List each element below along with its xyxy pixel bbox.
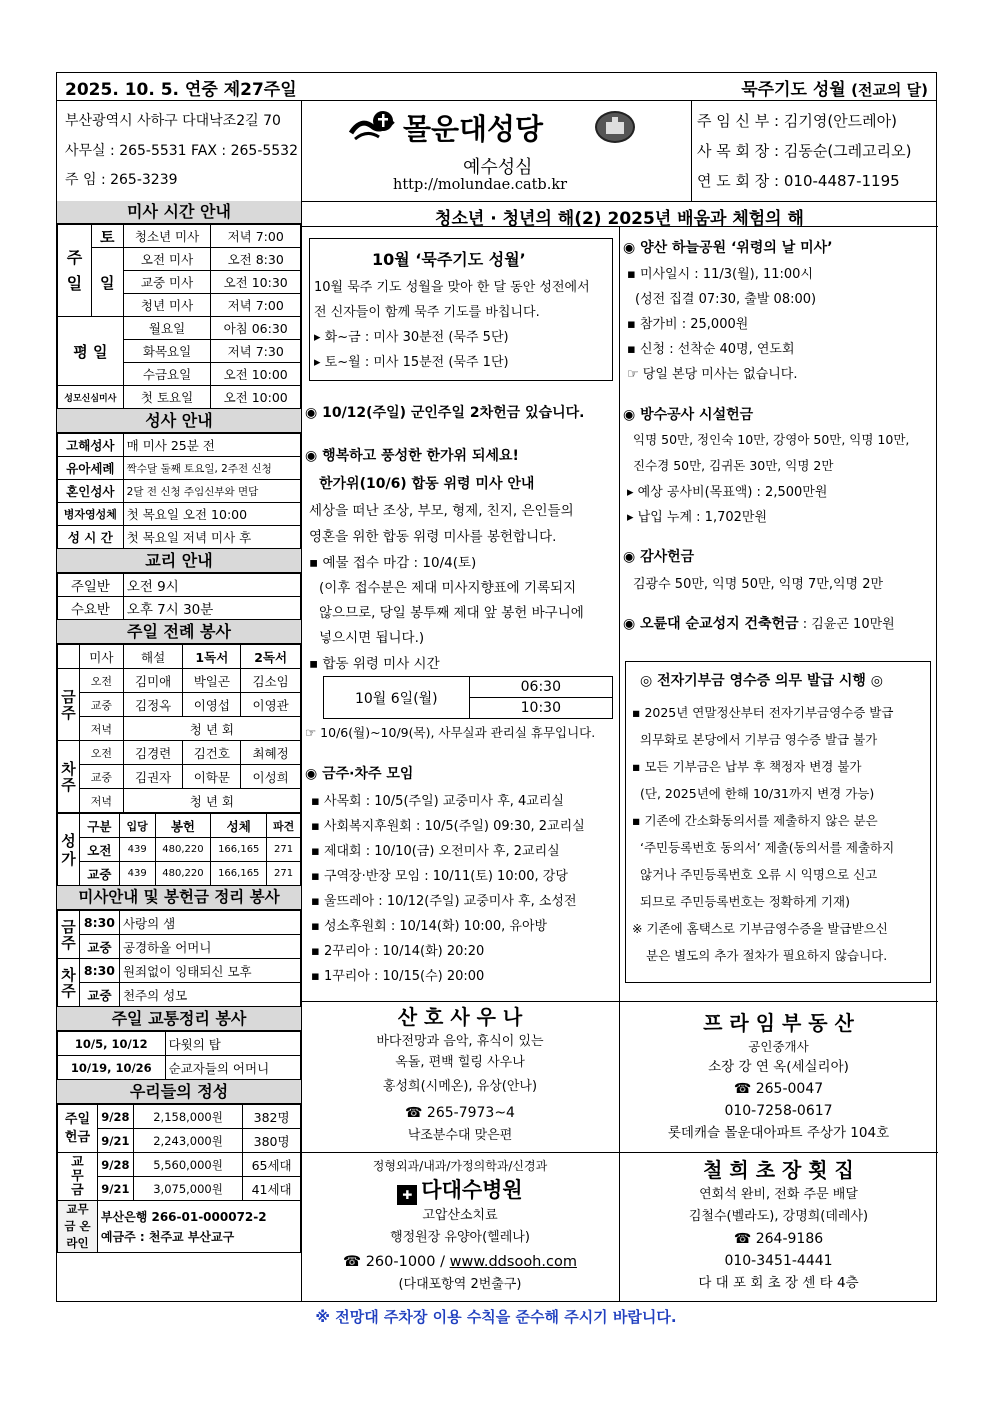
- mass-times-table: 주일 토 청소년 미사 저녁 7:00 일 오전 미사 오전 8:30 교중 미사 오전 10:30 청년 미사 저녁 7:00 평 일 월요일 아침 06:30 화목요일 저녁 7:30 수금요일 오전 10:00 성모신심미사 첫 토요일 오전 10:00: [57, 224, 301, 409]
- chuseok-subtitle: 한가위(10/6) 합동 위령 미사 안내: [319, 476, 535, 492]
- bulletin-date: 2025. 10. 5. 연중 제27주일: [65, 80, 297, 100]
- offering-title: 우리들의 정성: [57, 1080, 301, 1104]
- sauna-ad: 산 호 사 우 나 바다전망과 음악, 휴식이 있는 옥돌, 편백 힐링 사우나 홍성희(시메온), 유상(안나) ☎ 265-7973~4 낙조분수대 맞은편: [376, 1005, 544, 1143]
- traffic-title: 주일 교통정리 봉사: [57, 1007, 301, 1031]
- bank-account: 부산은행 266-01-000072-2 예금주 : 천주교 부산교구: [97, 1201, 300, 1253]
- chuseok-title: ◉ 행복하고 풍성한 한가위 되세요!: [305, 448, 519, 464]
- hospital-logo-icon: ✚: [397, 1185, 417, 1205]
- meeting-item: ▪ 제대회 : 10/10(금) 오전미사 후, 2교리실: [311, 844, 560, 859]
- offering-deadline: ▪ 예물 접수 마감 : 10/4(토): [309, 555, 477, 571]
- hospital-website-link[interactable]: www.ddsooh.com: [449, 1254, 577, 1270]
- realty-ad: 프 라 임 부 동 산 공인중개사 소장 강 연 옥(세실리아) ☎ 265-0047 010-7258-0617 롯데캐슬 몰운대아파트 주상가 104호: [667, 1011, 890, 1141]
- liturgy-table: 미사 해설 1독서 2독서 금주 오전 김미애 박일곤 김소임 교중 김정옥 이영섭 이영관 저녁 청 년 회 차주 오전 김경련 김건호 최혜정 교중 김권자 이학문 이성희 저녁 청 년 회: [57, 644, 301, 813]
- sunday-label: 주일: [58, 225, 92, 317]
- staff-prayer-lead: 연 도 회 장 : 010-4487-1195: [697, 172, 900, 190]
- traffic-table: 10/5, 10/12 다윗의 탑 10/19, 10/26 순교자들의 어머니: [57, 1031, 301, 1080]
- e-receipt-title: ◎ 전자기부금 영수증 의무 발급 시행 ◎: [640, 673, 884, 689]
- hospital-ad: 정형외과/내과/가정의학과/신경과 ✚ 다대수병원 고압산소치료 행정원장 유양아(헬레나) ☎ 260-1000 / www.ddsooh.com (다대포항역 2번출구): [343, 1159, 577, 1292]
- church-name: 몰운대성당: [403, 112, 544, 146]
- church-url[interactable]: http://molundae.catb.kr: [393, 177, 568, 193]
- triangle-bullet-icon: ▸: [314, 355, 325, 370]
- liturgy-title: 주일 전례 봉사: [57, 620, 301, 644]
- month-theme: [741, 75, 928, 100]
- sunday-day-label: 일: [91, 248, 123, 317]
- saturday-label: 토: [91, 225, 123, 248]
- triangle-bullet-icon: ▸: [314, 330, 325, 345]
- restaurant-ad: 철 희 초 장 횟 집 연회석 완비, 전화 주문 배달 김철수(벨라도), 강명희(데레사) ☎ 264-9186 010-3451-4441 다 대 포 회 초 장 센 타 4층: [688, 1158, 869, 1291]
- waterproofing-title: ◉ 방수공사 시설헌금: [623, 407, 754, 423]
- sacrament-table: 고해성사 매 미사 25분 전 유아세례 짝수달 둘째 토요일, 2주전 신청 혼인성사 2달 전 신청 주임신부와 면담 병자영성체 첫 목요일 오전 10:00 성 시 간 첫 목요일 저녁 미사 후: [57, 433, 301, 549]
- year-theme-title: 청소년 · 청년의 해(2) 2025년 배움과 체험의 해: [435, 209, 804, 229]
- footer-notice: ※ 전망대 주차장 이용 수칙을 준수해 주시기 바랍니다.: [315, 1308, 677, 1326]
- meeting-item: ▪ 구역장·반장 모임 : 10/11(토) 10:00, 강당: [311, 869, 568, 884]
- meeting-item: ▪ 성소후원회 : 10/14(화) 10:00, 유아방: [311, 919, 548, 934]
- memorial-mass-table: 10월 6일(월) 06:30 10:30: [323, 676, 613, 719]
- catechism-title: 교리 안내: [57, 549, 301, 573]
- sacrament-title: 성사 안내: [57, 409, 301, 433]
- catechism-table: 주일반 오전 9시 수요반 오후 7시 30분: [57, 573, 301, 620]
- church-subtitle: 예수성심: [463, 157, 533, 178]
- rosary-box: 10월 ‘묵주기도 성월’ 10월 묵주 기도 성월을 맞아 한 달 동안 성전에서 전 신자들이 함께 묵주 기도를 바칩니다. ▸ 화~금 : 미사 30분전 (묵주 5단) ▸ 토~월 : 미사 15분전 (묵주 1단): [309, 238, 613, 381]
- office-closed-notice: ☞ 10/6(월)~10/9(목), 사무실과 관리실 휴무입니다.: [305, 725, 596, 740]
- martyr-shrine-offering: ◉ 오륜대 순교성지 건축헌금 : 김윤곤 10만원: [623, 616, 895, 632]
- rosary-title: 10월 ‘묵주기도 성월’: [372, 250, 526, 269]
- staff-president: 사 목 회 장 : 김동순(그레고리오): [697, 142, 912, 160]
- staff-priest: 주 임 신 부 : 김기영(안드레아): [697, 112, 897, 130]
- staff-list: [697, 106, 911, 196]
- mass-times-title: 미사 시간 안내: [57, 201, 301, 224]
- weekday-label: 평 일: [58, 317, 124, 386]
- meeting-item: ▪ 사목회 : 10/5(주일) 교중미사 후, 4교리실: [311, 794, 564, 809]
- meetings-title: ◉ 금주·차주 모임: [305, 766, 414, 782]
- military-sunday-notice: ◉ 10/12(주일) 군인주일 2차헌금 있습니다.: [305, 405, 585, 421]
- month-theme-sub: (전교의 달): [851, 81, 928, 99]
- church-address: 부산광역시 사하구 다대낙조2길 70: [65, 113, 281, 129]
- office-phone: 사무실 : 265-5531 FAX : 265-5532: [65, 143, 298, 159]
- rosary-weekend: ▸ 토~월 : 미사 15분전 (묵주 1단): [314, 355, 509, 370]
- e-receipt-box: ◎ 전자기부금 영수증 의무 발급 시행 ◎ ▪ 2025년 연말정산부터 전자기부금영수증 발급 의무화로 본당에서 기부금 영수증 발급 불가 ▪ 모든 기부금은 납부 후 책정자 변경 불가 (단, 2025년에 한해 10/31까지 변경 가능) ▪ 기존에 간소화동의서를 제출하지 않은 분은 ‘주민등록번호 동의서’ 제출(동의서를 제출하지 않거나 주민등록번호 오류 시 익명으로 신고 되므로 주민등록번호는 정확하게 기재) ※ 기존에 홈택스로 기부금영수증을 발급받으신 분은 별도의 추가 절차가 필요하지 않습니다.: [625, 661, 931, 983]
- cleanup-title: 미사안내 및 봉헌금 정리 봉사: [57, 886, 301, 910]
- bulletin-page: 2025. 10. 5. 연중 제27주일 묵주기도 성월 (전교의 달) 부산광역시 사하구 다대낙조2길 70 사무실 : 265-5531 FAX : 265-5532 주 임 : 265-3239 몰운대성당 예수성심 http://molundae.catb.kr 주 임 신 부 : 김기영(안드레아) 사 목 회 장 : 김동순(그레고리오) 연 도 회 장 : 010-4487-1195 미사 시간 안내 주일 토 청소년 미사 저녁 7:00 일 오전 미사 오전 8:30 교중 미사 오전 10:30 청년 미사 저녁 7:00 평 일 월요일 아침 06:30 화목요일 저녁 7:30 수금요일 오전 10:00 성모신심미사 첫 토요일 오전 10:00 성사 안내 고해성사 매 미사 25분 전 유아세례 짝수달 둘째 토요일, 2주전 신청 혼인성사 2달 전 신청 주임신부와 면담 병자영성체 첫 목요일 오전 10:00 성 시 간 첫 목요일 저녁 미사 후 교리 안내 주일반 오전 9시 수요반 오후 7시 30분 주일 전례 봉사 미사 해설 1독서 2독서 금주 오전 김미애 박일곤 김소임 교중 김정옥 이영섭 이영관 저녁 청 년 회 차주 오전 김경련 김건호 최혜정 교중 김권자 이학문 이성희 저녁 청 년 회 성가 구분 입당 봉헌 성체 파견 오전 439 480,220 166,165 271 교중 439 480,220 166,165 271 미사안내 및 봉헌금 정리 봉사 금주 8:30 사랑의 샘 교중 공경하올 어머니 차주 8:30 원죄없이 잉태되신 모후 교중 천주의 성모 주일 교통정리 봉사 10/5, 10/12 다윗의 탑 10/19, 10/26 순교자들의 어머니 우리들의 정성 주일헌금 9/28 2,158,000원 382명 9/21 2,243,000원 380명 교무금 9/28 5,560,000원 65세대 9/21 3,075,000원 41세대 교무금 온라인 부산은행 266-01-000072-2 예금주 : 천주교 부산교구 청소년 · 청년의 해(2) 2025년 배움과 체험의 해 10월 ‘묵주기도 성월’ 10월 묵주 기도 성월을 맞아 한 달 동안 성전에서 전 신자들이 함께 묵주 기도를 바칩니다. ▸ 화~금 : 미사 30분전 (묵주 5단) ▸ 토~월 : 미사 15분전 (묵주 1단) ◉ 10/12(주일) 군인주일 2차헌금 있습니다. ◉ 행복하고 풍성한 한가위 되세요! 한가위(10/6) 합동 위령 미사 안내 세상을 떠난 조상, 부모, 형제, 친지, 은인들의 영혼을 위한 합동 위령 미사를 봉헌합니다. ▪ 예물 접수 마감 : 10/4(토) (이후 접수분은 제대 미사지향표에 기록되지 않으므로, 당일 봉투째 제대 앞 봉헌 바구니에 넣으시면 됩니다.) ▪ 합동 위령 미사 시간 10월 6일(월) 06:30 10:30 ☞ 10/6(월)~10/9(목), 사무실과 관리실 휴무입니다. ◉ 금주·차주 모임 ▪ 사목회 : 10/5(주일) 교중미사 후, 4교리실 ▪ 사회복지후원회 : 10/5(주일) 09:30, 2교리실 ▪ 제대회 : 10/10(금) 오전미사 후, 2교리실 ▪ 구역장·반장 모임 : 10/11(토) 10:00, 강당 ▪ 울뜨레아 : 10/12(주일) 교중미사 후, 소성전 ▪ 성소후원회 : 10/14(화) 10:00, 유아방 ▪ 2꾸리아 : 10/14(화) 20:20 ▪ 1꾸리아 : 10/15(수) 20:00 ◉ 양산 하늘공원 ‘위령의 날 미사’ ▪ 미사일시 : 11/3(월), 11:00시 (성전 집결 07:30, 출발 08:00) ▪ 참가비 : 25,000원 ▪ 신청 : 선착순 40명, 연도회 ☞ 당일 본당 미사는 없습니다. ◉ 방수공사 시설헌금 익명 50만, 정인숙 10만, 강영아 50만, 익명 10만, 진수경 50만, 김귀돈 30만, 익명 2만 ▸ 예상 공사비(목표액) : 2,500만원 ▸ 납입 누계 : 1,702만원 ◉ 감사헌금 김광수 50만, 익명 50만, 익명 7만,익명 2만 ◉ 오륜대 순교성지 건축헌금 : 김윤곤 10만원 ◎ 전자기부금 영수증 의무 발급 시행 ◎ ▪ 2025년 연말정산부터 전자기부금영수증 발급 의무화로 본당에서 기부금 영수증 발급 불가 ▪ 모든 기부금은 납부 후 책정자 변경 불가 (단, 2025년에 한해 10/31까지 변경 가능) ▪ 기존에 간소화동의서를 제출하지 않은 분은 ‘주민등록번호 동의서’ 제출(동의서를 제출하지 않거나 주민등록번호 오류 시 익명으로 신고 되므로 주민등록번호는 정확하게 기재) ※ 기존에 홈택스로 기부금영수증을 발급받으신 분은 별도의 추가 절차가 필요하지 않습니다. 산 호 사 우 나 바다전망과 음악, 휴식이 있는 옥돌, 편백 힐링 사우나 홍성희(시메온), 유상(안나) ☎ 265-7973~4 낙조분수대 맞은편 프 라 임 부 동 산 공인중개사 소장 강 연 옥(세실리아) ☎ 265-0047 010-7258-0617 롯데캐슬 몰운대아파트 주상가 104호 정형외과/내과/가정의학과/신경과 ✚ 다대수병원 고압산소치료 행정원장 유양아(헬레나) ☎ 260-1000 / www.ddsooh.com (다대포항역 2번출구) 철 희 초 장 횟 집 연회석 완비, 전화 주문 배달 김철수(벨라도), 강명희(데레사) ☎ 264-9186 010-3451-4441 다 대 포 회 초 장 센 타 4층: [56, 72, 937, 1302]
- meeting-item: ▪ 울뜨레아 : 10/12(주일) 교중미사 후, 소성전: [311, 894, 577, 909]
- cleanup-table: 금주 8:30 사랑의 샘 교중 공경하올 어머니 차주 8:30 원죄없이 잉태되신 모후 교중 천주의 성모: [57, 910, 301, 1007]
- church-logo-icon: [349, 109, 397, 143]
- cemetery-mass-title: ◉ 양산 하늘공원 ‘위령의 날 미사’: [623, 240, 833, 256]
- choir-table: 성가 구분 입당 봉헌 성체 파견 오전 439 480,220 166,165 271 교중 439 480,220 166,165 271: [57, 813, 301, 886]
- priest-phone: 주 임 : 265-3239: [65, 172, 178, 188]
- month-theme-title: 묵주기도 성월: [741, 80, 846, 100]
- offering-table: 주일헌금 9/28 2,158,000원 382명 9/21 2,243,000원 380명 교무금 9/28 5,560,000원 65세대 9/21 3,075,000원 41세대 교무금 온라인 부산은행 266-01-000072-2 예금주 : 천주교 부산교구: [57, 1104, 301, 1253]
- meeting-item: ▪ 사회복지후원회 : 10/5(주일) 09:30, 2교리실: [311, 819, 585, 834]
- meeting-item: ▪ 1꾸리아 : 10/15(수) 20:00: [311, 969, 485, 984]
- rosary-weekday: ▸ 화~금 : 미사 30분전 (묵주 5단): [314, 330, 509, 345]
- meeting-item: ▪ 2꾸리아 : 10/14(화) 20:20: [311, 944, 485, 959]
- church-building-icon: [595, 111, 635, 143]
- thanks-offering-title: ◉ 감사헌금: [623, 549, 695, 565]
